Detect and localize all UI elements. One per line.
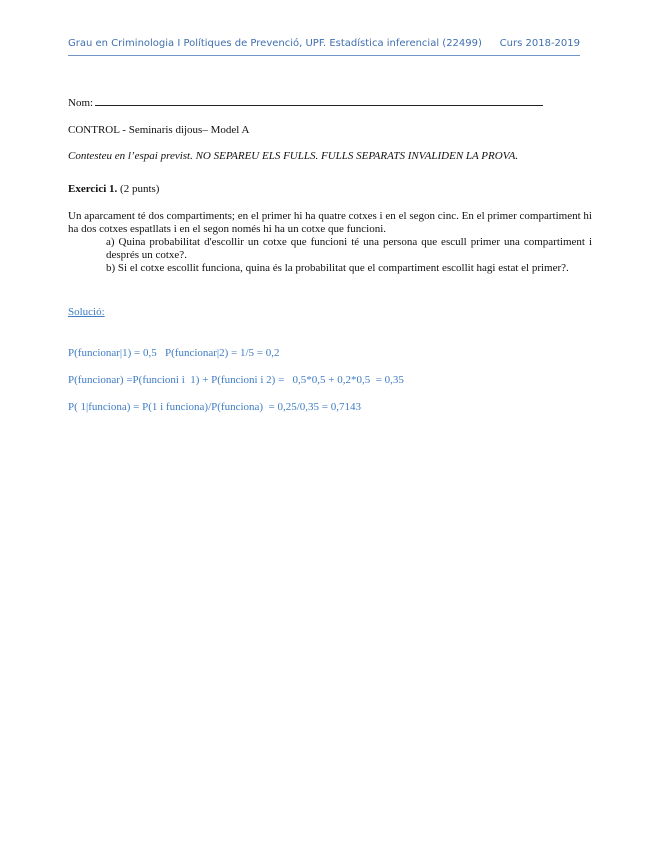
exercise-statement <box>68 210 592 275</box>
page-header <box>68 38 580 56</box>
control-heading: CONTROL - Seminaris dijous– Model A <box>68 124 250 136</box>
exercise-number: Exercici 1. <box>68 183 118 195</box>
solution-line-2: P(funcionar) =P(funcioni i 1) + P(funcioni i 2) = 0,5*0,5 + 0,2*0,5 = 0,35 <box>68 374 404 386</box>
instructions: Contesteu en l’espai previst. NO SEPAREU ELS FULLS. FULLS SEPARATS INVALIDEN LA PROVA. <box>68 150 519 162</box>
solution-line-3: P( 1|funciona) = P(1 i funciona)/P(funciona) = 0,25/0,35 = 0,7143 <box>68 401 362 413</box>
solution-line-1: P(funcionar|1) = 0,5 P(funcionar|2) = 1/5 = 0,2 <box>68 347 280 359</box>
solution-label: Solució: <box>68 306 105 318</box>
exercise-title <box>68 183 592 196</box>
name-field <box>68 96 592 110</box>
question-b: b) Si el cotxe escollit funciona, quina és la probabilitat que el compartiment escollit hagi estat el primer?. <box>106 262 569 274</box>
statement-text: Un aparcament té dos compartiments; en el primer hi ha quatre cotxes i en el segon cinc. En el primer compartiment hi ha dos cotxes espatllats i en el segon només hi ha un cotxe que funcioni. <box>68 210 592 235</box>
course-title: Grau en Criminologia I Polítiques de Prevenció, UPF. Estadística inferencial (22499) <box>68 38 482 49</box>
name-blank-line[interactable] <box>95 96 543 106</box>
academic-year: Curs 2018-2019 <box>499 38 580 49</box>
question-a: a) Quina probabilitat d'escollir un cotxe que funcioni té una persona que escull primer una compartiment i després un cotxe?. <box>106 236 592 261</box>
exercise-points: (2 punts) <box>120 183 160 195</box>
name-label: Nom: <box>68 97 94 109</box>
